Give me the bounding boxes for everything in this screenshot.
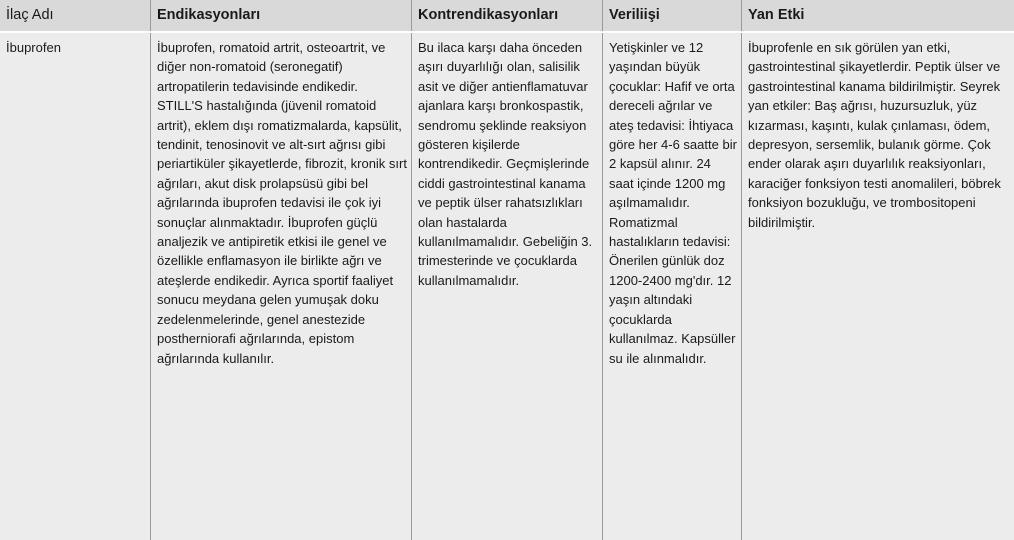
header-contraindications: Kontrendikasyonları [412, 0, 603, 32]
table-row [0, 32, 1014, 540]
header-drug-name: İlaç Adı [0, 0, 151, 32]
cell-contraindications: Bu ilaca karşı daha önceden aşırı duyarlılığı olan, salisilik asit ve diğer antienflamatuvar ajanlara karşı bronkospastik, sendromu şeklinde reaksiyon gösteren kişilerde kontrendikedir. Geçmişlerinde ciddi gastrointestinal kanama ve peptik ülser rahatsızlıkları olan hastalarda kullanılmamalıdır. Gebeliğin 3. trimesterinde ve çocuklarda kullanılmamalıdır. [412, 32, 603, 540]
cell-drug-name: İbuprofen [6, 40, 61, 55]
cell-indications: İbuprofen, romatoid artrit, osteoartrit, ve diğer non-romatoid (seronegatif) artropatilerin tedavisinde endikedir. STILL'S hastalığında (jüvenil romatoid artrit), eklem dışı romatizmalarda, kapsülit, tendinit, tenosinovit ve alt-sırt ağrısı gibi periartiküler şikayetlerde, fibrozit, kronik sırt ağrıları, akut disk prolapsüsü gibi bel ağrılarında ibuprofen tedavisi ile çok iyi sonuçlar alınmaktadır. İbuprofen güçlü analjezik ve antipiretik etkisi ile genel ve özellikle enflamasyon ile birlikte ağrı ve ateşlerde endikedir. Ayrıca sportif faaliyet sonucu meydana gelen yumuşak doku zedelenmelerinde, genel anestezide postherniorafi ağrılarında, epistom ağrılarında kullanılır. [151, 32, 412, 540]
header-dosage: Veriliişi [603, 0, 742, 32]
cell-dosage: Yetişkinler ve 12 yaşından büyük çocuklar: Hafif ve orta dereceli ağrılar ve ateş tedavisi: İhtiyaca göre her 4-6 saatte bir 2 kapsül alınır. 24 saat içinde 1200 mg aşılmamalıdır. Romatizmal hastalıkların tedavisi: Önerilen günlük doz 1200-2400 mg'dır. 12 yaşın altındaki çocuklarda kullanılmaz. Kapsüller su ile alınmalıdır. [603, 32, 742, 540]
header-indications: Endikasyonları [151, 0, 412, 32]
table-header-row [0, 0, 1014, 32]
header-side-effects: Yan Etki [742, 0, 1014, 32]
cell-side-effects: İbuprofenle en sık görülen yan etki, gastrointestinal şikayetlerdir. Peptik ülser ve gastrointestinal kanama bildirilmiştir. Seyrek yan etkiler: Baş ağrısı, huzursuzluk, yüz kızarması, kaşıntı, kulak çınlaması, ödem, depresyon, sersemlik, bulanık görme. Çok ender olarak aşırı duyarlılık reaksiyonları, karaciğer fonksiyon testi anomalileri, böbrek fonksiyon bozukluğu, ve trombositopeni bildirilmiştir. [742, 32, 1014, 540]
